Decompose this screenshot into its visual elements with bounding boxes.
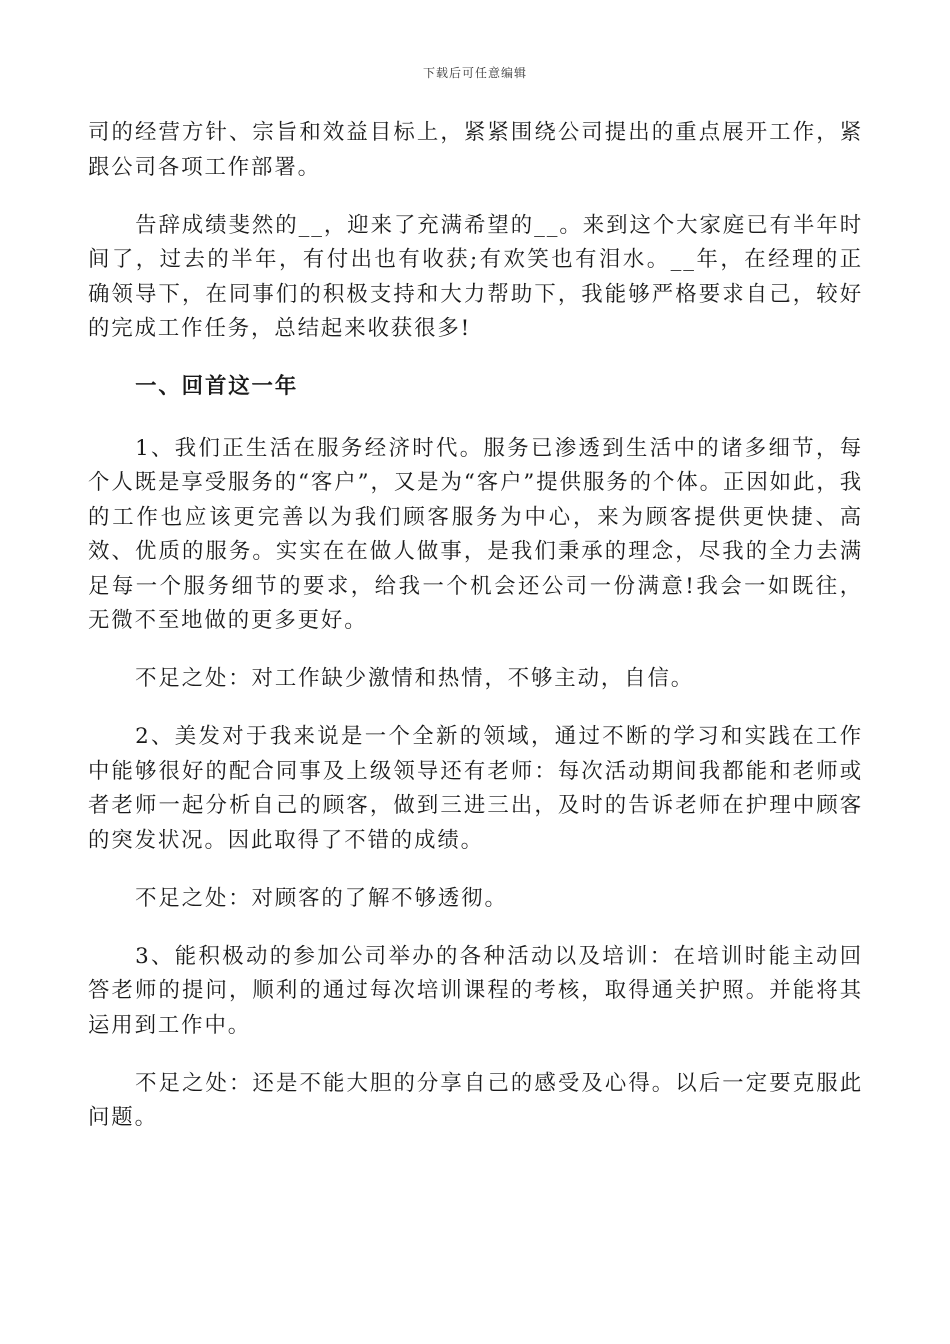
paragraph-shortcoming-3: 不足之处：还是不能大胆的分享自己的感受及心得。以后一定要克服此问题。 (88, 1070, 863, 1130)
document-body (88, 116, 863, 1159)
paragraph-shortcoming-1: 不足之处：对工作缺少激情和热情，不够主动，自信。 (135, 666, 695, 691)
paragraph-intro: 告辞成绩斐然的__，迎来了充满希望的__。来到这个大家庭已有半年时间了，过去的半年，有付出也有收获;有欢笑也有泪水。__年，在经理的正确领导下，在同事们的积极支持和大力帮助下，我能够严格要求自己，较好的完成工作任务，总结起来收获很多! (88, 212, 863, 341)
page-header: 下载后可任意编辑 (422, 66, 527, 80)
paragraph-continuation: 司的经营方针、宗旨和效益目标上，紧紧围绕公司提出的重点展开工作，紧跟公司各项工作部署。 (88, 120, 863, 180)
paragraph-item-1: 1、我们正生活在服务经济时代。服务已渗透到生活中的诸多细节，每个人既是享受服务的“客户”，又是为“客户”提供服务的个体。正因如此，我的工作也应该更完善以为我们顾客服务为中心，来为顾客提供更快捷、高效、优质的服务。实实在在做人做事，是我们秉承的理念，尽我的全力去满足每一个服务细节的要求，给我一个机会还公司一份满意!我会一如既往，无微不至地做的更多更好。 (88, 435, 863, 633)
paragraph-shortcoming-2: 不足之处：对顾客的了解不够透彻。 (135, 885, 508, 911)
paragraph-item-2: 2、美发对于我来说是一个全新的领域，通过不断的学习和实践在工作中能够很好的配合同事及上级领导还有老师：每次活动期间我都能和老师或者老师一起分析自己的顾客，做到三进三出，及时的告诉老师在护理中顾客的突发状况。因此取得了不错的成绩。 (88, 724, 863, 853)
section-heading: 一、回首这一年 (135, 374, 299, 399)
paragraph-item-3: 3、能积极动的参加公司举办的各种活动以及培训：在培训时能主动回答老师的提问，顺利的通过每次培训课程的考核，取得通关护照。并能将其运用到工作中。 (88, 943, 863, 1038)
